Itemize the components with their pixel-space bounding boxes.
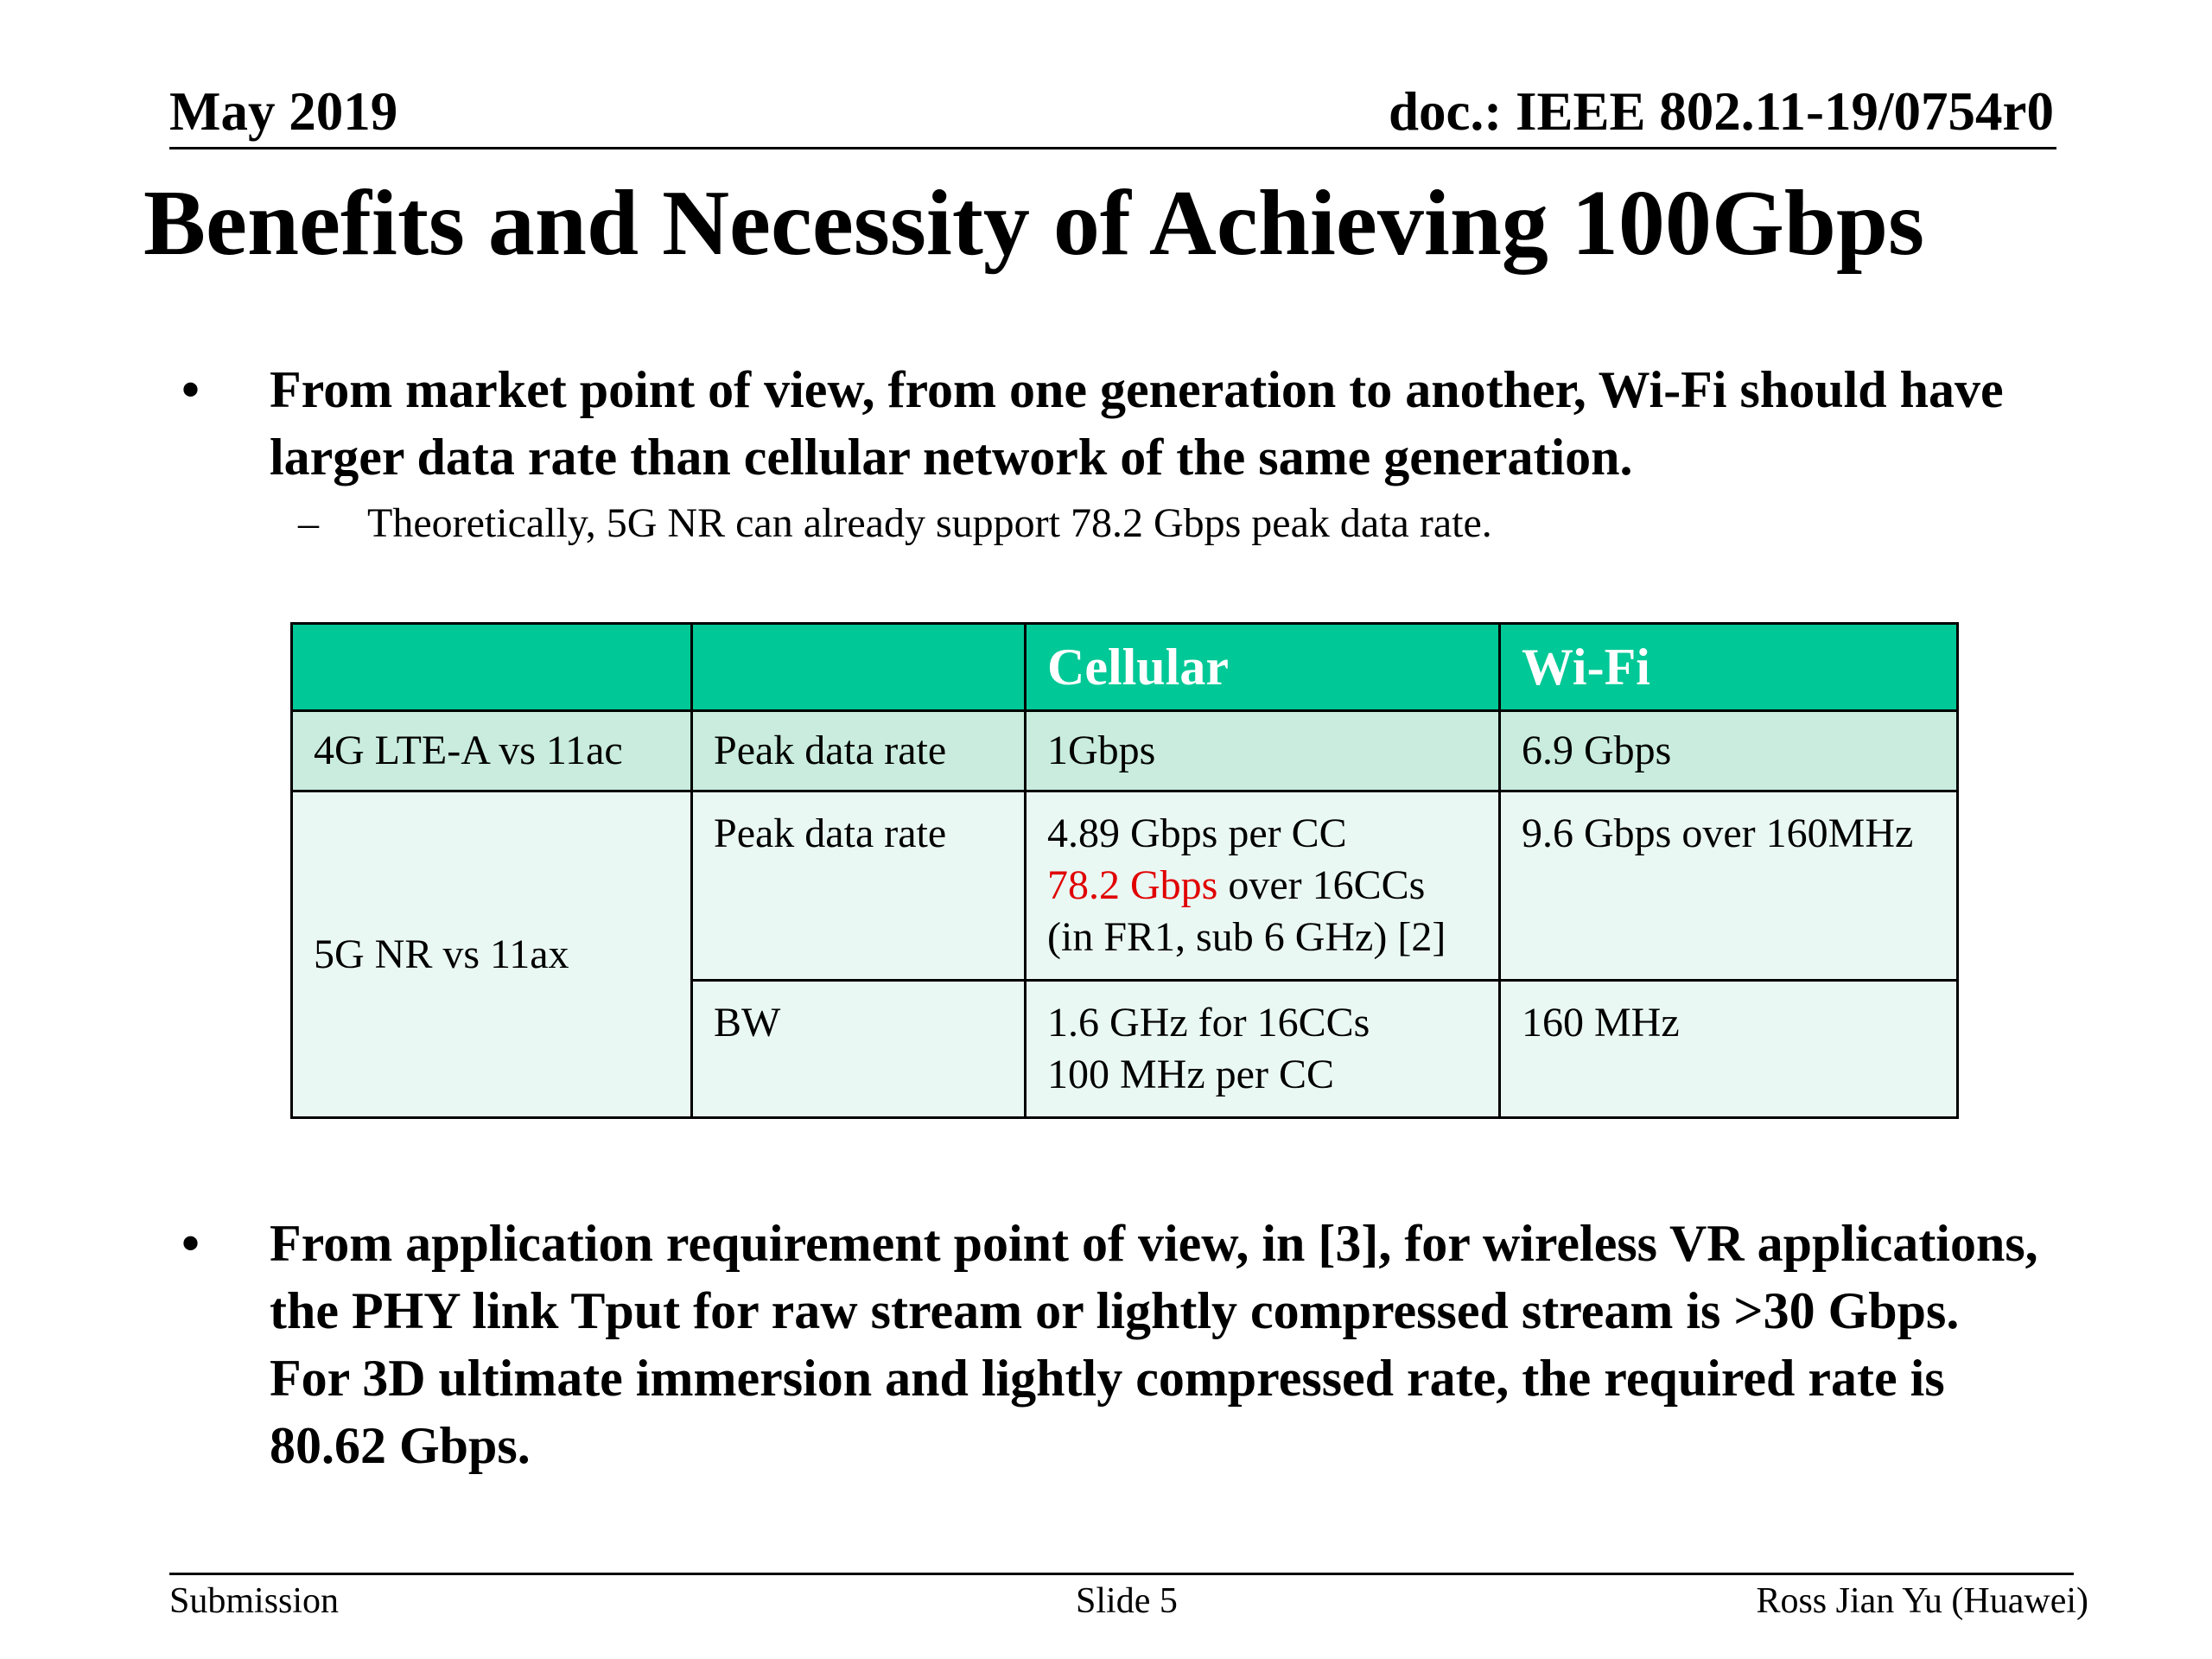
table-row xyxy=(292,791,1958,981)
cell-wifi: 6.9 Gbps xyxy=(1500,711,1958,791)
footer-author: Ross Jian Yu (Huawei) xyxy=(1756,1581,2088,1621)
cell-line xyxy=(1047,860,1478,912)
header-divider xyxy=(169,147,2056,149)
cell-line: 4.89 Gbps per CC xyxy=(1047,810,1347,856)
cell-line: 1.6 GHz for 16CCs xyxy=(1047,1000,1370,1046)
table-header-row xyxy=(292,624,1958,711)
comparison-table xyxy=(290,622,1959,1119)
header-date: May 2019 xyxy=(169,81,398,142)
sub-bullet-text: Theoretically, 5G NR can already support 78.2 Gbps peak data rate. xyxy=(367,500,1492,546)
cell-line-rest: over 16CCs xyxy=(1217,862,1426,908)
cell-line: 100 MHz per CC xyxy=(1047,1052,1334,1097)
cell-cellular: 1Gbps xyxy=(1026,711,1500,791)
header-cell-cellular: Cellular xyxy=(1026,624,1500,711)
header-cell-wifi: Wi-Fi xyxy=(1500,624,1958,711)
cell-cellular xyxy=(1026,981,1500,1118)
footer-submission: Submission xyxy=(169,1581,340,1621)
cell-metric: Peak data rate xyxy=(692,711,1026,791)
cell-cellular xyxy=(1026,791,1500,981)
bullet-mark: • xyxy=(181,361,200,418)
cell-line: (in FR1, sub 6 GHz) [2] xyxy=(1047,914,1446,960)
bullet-text: From market point of view, from one generation to another, Wi-Fi should have larger data rate than cellular network of the same generation. xyxy=(270,361,2004,486)
cell-wifi: 9.6 Gbps over 160MHz xyxy=(1500,791,1958,981)
sub-bullet-mark: – xyxy=(298,500,319,546)
bullet-market xyxy=(181,356,2048,551)
cell-group-4g: 4G LTE-A vs 11ac xyxy=(292,711,692,791)
cell-metric: Peak data rate xyxy=(692,791,1026,981)
table-row xyxy=(292,711,1958,791)
slide-title: Benefits and Necessity of Achieving 100Gbps xyxy=(143,172,1925,275)
footer-slide-number: Slide 5 xyxy=(1076,1581,1178,1621)
highlight-text: 78.2 Gbps xyxy=(1047,862,1218,908)
sub-bullet xyxy=(298,496,2048,551)
header-cell-empty xyxy=(692,624,1026,711)
bullet-text: From application requirement point of view, in [3], for wireless VR applications, the PHY link Tput for raw stream or lightly compressed stream is >30 Gbps. For 3D ultimate immersion and lightly compressed rate, the required rate is 80.62 Gbps. xyxy=(270,1215,2038,1474)
bullet-mark: • xyxy=(181,1215,200,1272)
cell-group-5g: 5G NR vs 11ax xyxy=(292,791,692,1118)
header-cell-empty xyxy=(292,624,692,711)
cell-metric: BW xyxy=(692,981,1026,1118)
cell-wifi: 160 MHz xyxy=(1500,981,1958,1118)
bullet-application xyxy=(181,1210,2048,1479)
footer-divider xyxy=(169,1573,2074,1575)
header-doc-id: doc.: IEEE 802.11-19/0754r0 xyxy=(1388,81,2054,142)
